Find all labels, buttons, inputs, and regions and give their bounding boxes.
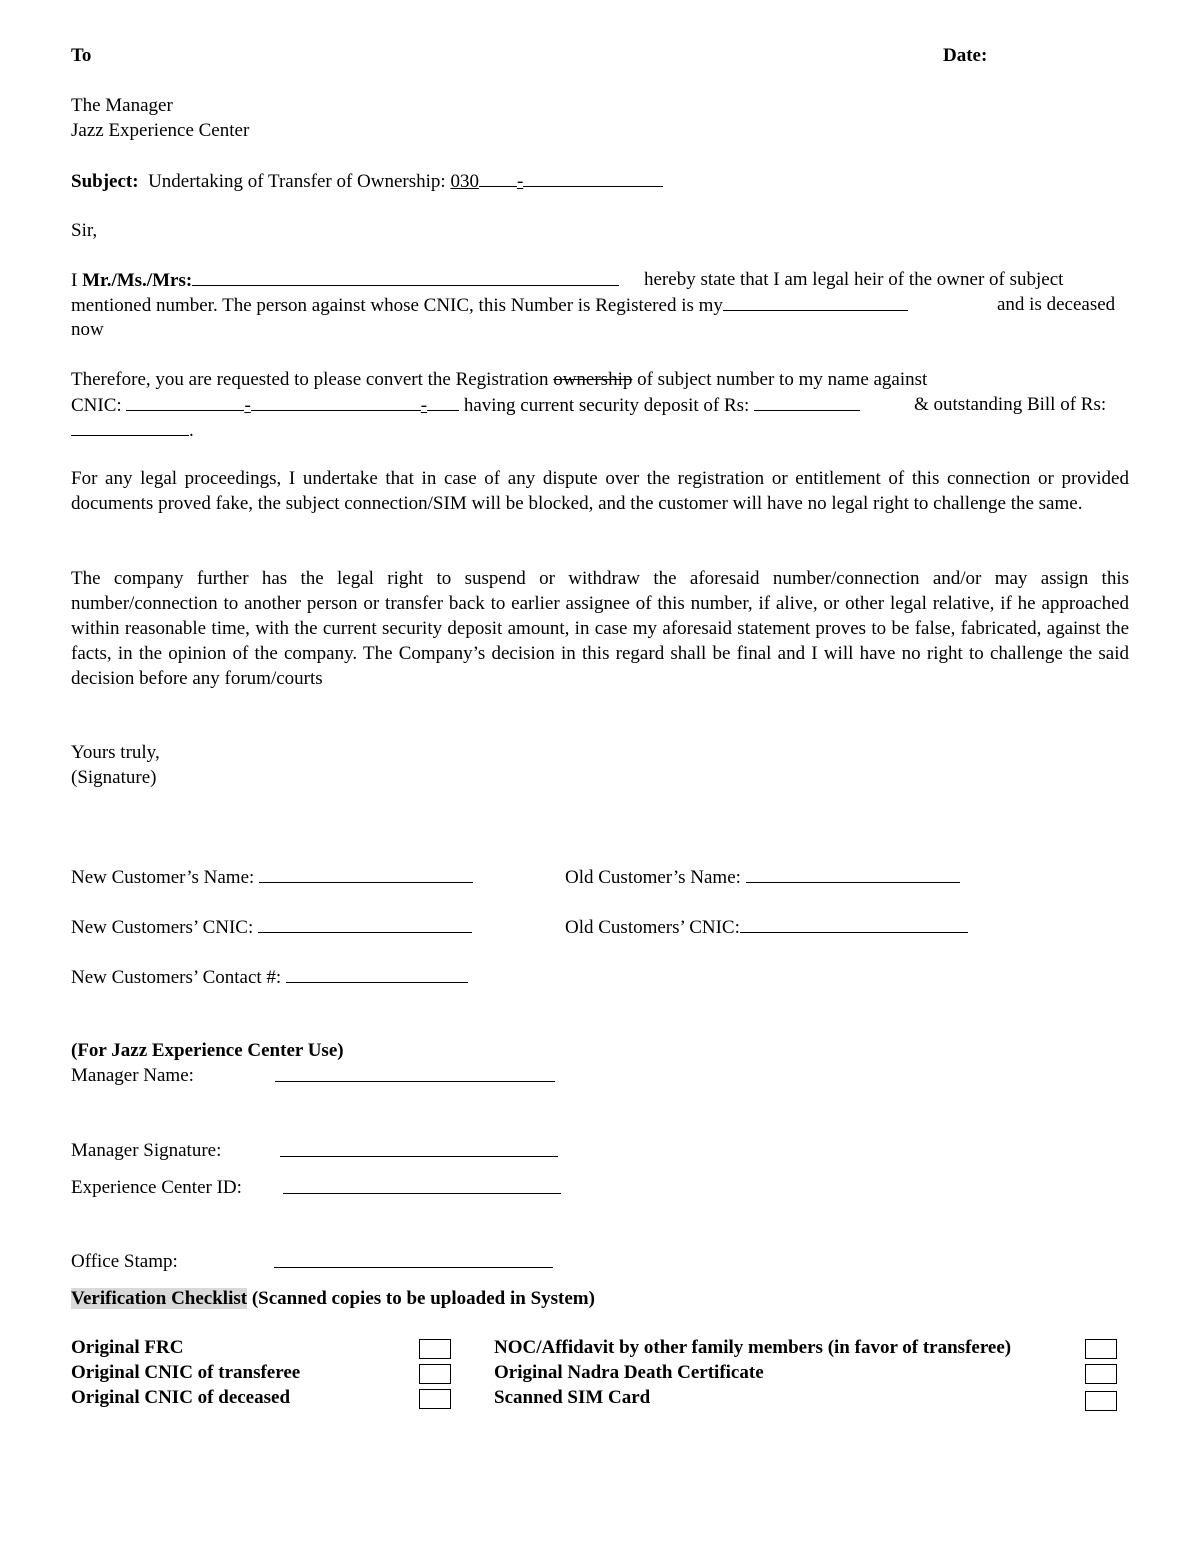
- new-customer-name-label: New Customer’s Name:: [71, 867, 255, 888]
- new-customer-cnic-blank[interactable]: [258, 914, 472, 933]
- subject-number-blank-2[interactable]: [523, 168, 663, 187]
- old-customer-name-field: [565, 864, 960, 890]
- subject-line: [71, 168, 663, 194]
- subject-number-blank-1[interactable]: [479, 168, 517, 187]
- new-customer-name-blank[interactable]: [259, 864, 473, 883]
- manager-name-blank-wrap: [275, 1063, 555, 1089]
- security-deposit-text: having current security deposit of Rs:: [463, 395, 750, 416]
- new-customer-contact-blank[interactable]: [286, 964, 468, 983]
- convert-text: Therefore, you are requested to please convert the Registration: [71, 369, 549, 390]
- new-customer-contact-label: New Customers’ Contact #:: [71, 967, 282, 988]
- subject-number-prefix: 030: [450, 171, 479, 192]
- relation-blank[interactable]: [723, 292, 908, 311]
- pronoun-i: I: [71, 270, 78, 291]
- deceased-text: and is deceased: [997, 294, 1116, 315]
- closing-yours-truly: Yours truly,: [71, 742, 160, 763]
- checklist-item-noc-affidavit: NOC/Affidavit by other family members (in favor of transferee): [494, 1337, 1012, 1358]
- checkbox-scanned-sim[interactable]: [1085, 1391, 1117, 1411]
- cnic-label: CNIC:: [71, 395, 122, 416]
- heir-name-blank[interactable]: [192, 267, 619, 286]
- old-customer-name-blank[interactable]: [746, 864, 960, 883]
- old-customer-cnic-blank[interactable]: [740, 914, 968, 933]
- checkbox-noc-affidavit[interactable]: [1085, 1339, 1117, 1359]
- paragraph-2-line-1: [71, 367, 927, 392]
- paragraph-2-line-2: [71, 392, 860, 418]
- checkbox-cnic-deceased[interactable]: [419, 1389, 451, 1409]
- checklist-item-cnic-deceased: Original CNIC of deceased: [71, 1387, 291, 1408]
- new-customer-name-field: [71, 864, 473, 890]
- date-label: Date:: [943, 45, 988, 66]
- office-stamp-blank-wrap: [274, 1249, 553, 1275]
- checkbox-death-certificate[interactable]: [1085, 1364, 1117, 1384]
- manager-signature-blank-wrap: [280, 1138, 558, 1164]
- manager-name-blank[interactable]: [275, 1063, 555, 1082]
- old-customer-cnic-field: [565, 914, 968, 940]
- cnic-dash-2: -: [420, 395, 428, 416]
- checkbox-original-frc[interactable]: [419, 1339, 451, 1359]
- old-customer-cnic-label: Old Customers’ CNIC:: [565, 917, 740, 938]
- new-customer-contact-field: [71, 964, 468, 990]
- experience-center-id-label: Experience Center ID:: [71, 1177, 242, 1198]
- checklist-subtitle: (Scanned copies to be uploaded in System): [251, 1288, 595, 1309]
- office-stamp-blank[interactable]: [274, 1249, 553, 1268]
- security-deposit-blank[interactable]: [754, 392, 860, 411]
- paragraph-1-line-1-end: hereby state that I am legal heir of the owner of subject: [644, 269, 1064, 290]
- subject-number-dash: -: [516, 171, 524, 192]
- checkbox-cnic-transferee[interactable]: [419, 1364, 451, 1384]
- outstanding-bill-text: & outstanding Bill of Rs:: [914, 394, 1107, 415]
- title-label: Mr./Ms./Mrs:: [82, 270, 193, 291]
- center-use-heading: (For Jazz Experience Center Use): [71, 1040, 344, 1061]
- manager-signature-label: Manager Signature:: [71, 1140, 222, 1161]
- cnic-blank-1[interactable]: [126, 392, 244, 411]
- manager-name-label: Manager Name:: [71, 1065, 194, 1086]
- relation-text: mentioned number. The person against whose CNIC, this Number is Registered is my: [71, 295, 723, 316]
- paragraph-1-line-3: now: [71, 319, 104, 340]
- signature-label: (Signature): [71, 767, 157, 788]
- experience-center-id-blank[interactable]: [283, 1175, 561, 1194]
- cnic-blank-2[interactable]: [251, 392, 421, 411]
- paragraph-1-line-1: [71, 267, 619, 293]
- salutation: Sir,: [71, 220, 98, 241]
- period: .: [189, 420, 194, 441]
- old-customer-name-label: Old Customer’s Name:: [565, 867, 741, 888]
- against-text: of subject number to my name against: [637, 369, 928, 390]
- checklist-item-scanned-sim: Scanned SIM Card: [494, 1387, 651, 1408]
- subject-label: Subject:: [71, 171, 139, 192]
- struck-ownership: ownership: [553, 369, 633, 390]
- cnic-dash-1: -: [244, 395, 251, 416]
- experience-center-id-blank-wrap: [283, 1175, 561, 1201]
- checklist-item-cnic-transferee: Original CNIC of transferee: [71, 1362, 301, 1383]
- checklist-heading: [71, 1286, 595, 1311]
- paragraph-3: For any legal proceedings, I undertake that in case of any dispute over the registration or entitlement of this connection or provided documents proved fake, the subject connection/SIM will be blocked, and the customer will have no legal right to challenge the same.: [71, 468, 1129, 514]
- paragraph-2-line-3: [71, 417, 194, 443]
- office-stamp-label: Office Stamp:: [71, 1251, 178, 1272]
- checklist-item-death-certificate: Original Nadra Death Certificate: [494, 1362, 764, 1383]
- cnic-blank-3[interactable]: [427, 392, 459, 411]
- subject-text: Undertaking of Transfer of Ownership:: [148, 171, 446, 192]
- checklist-title: Verification Checklist: [71, 1288, 248, 1309]
- new-customer-cnic-field: [71, 914, 472, 940]
- new-customer-cnic-label: New Customers’ CNIC:: [71, 917, 254, 938]
- manager-signature-blank[interactable]: [280, 1138, 558, 1157]
- recipient-organization: Jazz Experience Center: [71, 120, 250, 141]
- checklist-item-original-frc: Original FRC: [71, 1337, 184, 1358]
- paragraph-4: The company further has the legal right to suspend or withdraw the aforesaid number/connection and/or may assign this number/connection to another person or transfer back to earlier assignee of this number, if alive, or other legal relative, if he approached within reasonable time, with the current security deposit amount, in case my aforesaid statement proves to be false, fabricated, against the facts, in the opinion of the company. The Company’s decision in this regard shall be final and I will have no right to challenge the said decision before any forum/courts: [71, 568, 1129, 689]
- recipient-title: The Manager: [71, 95, 173, 116]
- paragraph-1-line-2: [71, 292, 908, 318]
- outstanding-bill-blank[interactable]: [71, 417, 189, 436]
- to-label: To: [71, 45, 92, 66]
